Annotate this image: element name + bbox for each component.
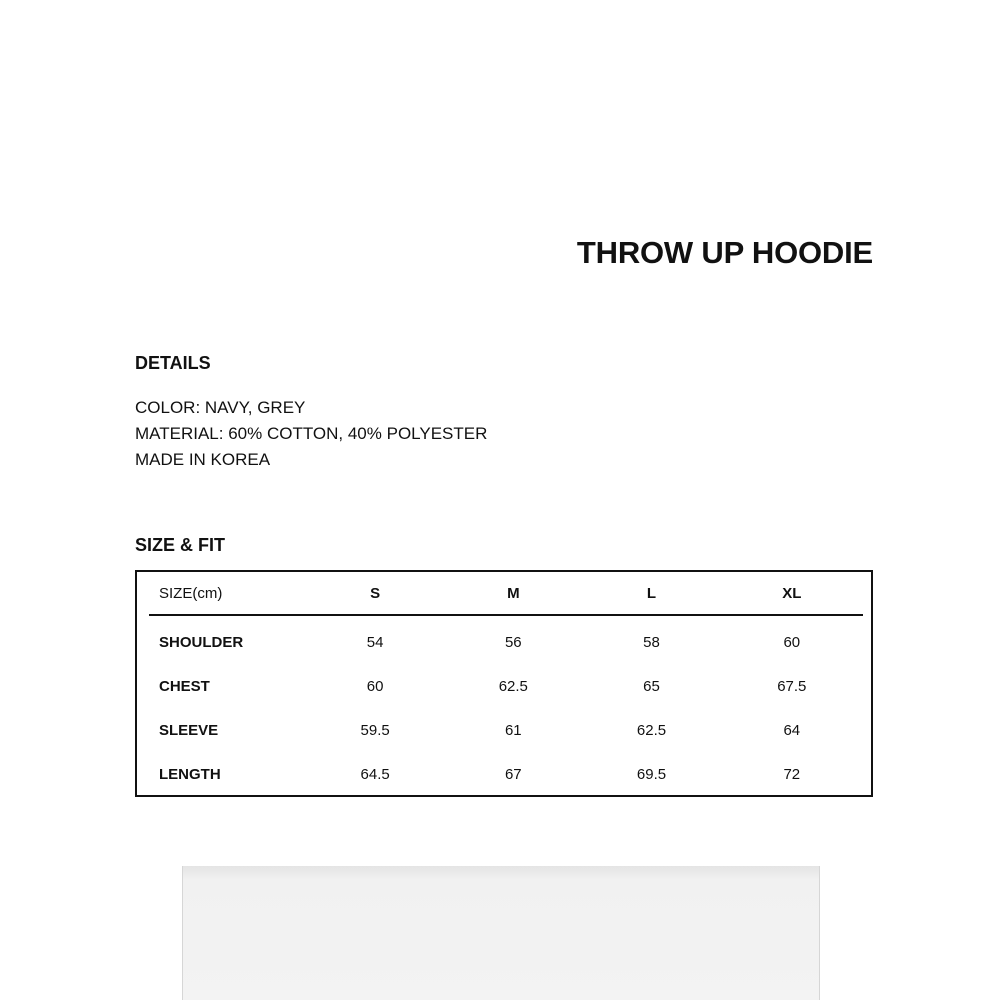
details-origin: MADE IN KOREA: [135, 450, 271, 469]
size-table-header-row: [149, 572, 863, 615]
row-label: SHOULDER: [159, 633, 244, 651]
table-row-sleeve: [149, 708, 863, 752]
table-cell: 56: [504, 633, 522, 651]
row-label: SLEEVE: [159, 721, 219, 739]
table-cell: 61: [504, 721, 522, 739]
table-cell: 54: [366, 633, 384, 651]
row-label: LENGTH: [159, 765, 221, 783]
details-list: [135, 395, 487, 473]
table-cell: 62.5: [636, 721, 667, 739]
table-cell: 58: [643, 633, 660, 651]
product-photo-top-edge: [182, 866, 820, 1000]
size-table-container: [135, 570, 873, 797]
size-unit-header: SIZE(cm): [149, 572, 306, 615]
table-cell: 67: [504, 765, 522, 783]
product-title: THROW UP HOODIE: [576, 235, 873, 270]
size-fit-heading: SIZE & FIT: [135, 535, 225, 555]
table-cell: 72: [783, 765, 801, 783]
table-cell: 67.5: [777, 677, 807, 695]
table-cell: 60: [366, 677, 384, 695]
table-row-chest: [149, 664, 863, 708]
table-cell: 64: [783, 721, 801, 739]
table-cell: 62.5: [498, 677, 528, 695]
table-row-length: [149, 752, 863, 796]
table-cell: 60: [783, 633, 801, 651]
table-cell: 65: [643, 677, 660, 695]
table-cell: 59.5: [360, 721, 390, 739]
size-m-header: M: [444, 572, 582, 615]
details-color: COLOR: NAVY, GREY: [135, 398, 306, 417]
table-row-shoulder: [149, 615, 863, 664]
size-table: [149, 572, 863, 796]
size-s-header: S: [306, 572, 444, 615]
table-cell: 64.5: [360, 765, 390, 783]
size-l-header: L: [582, 572, 720, 615]
size-xl-header: XL: [721, 572, 863, 615]
row-label: CHEST: [159, 677, 210, 695]
details-heading: DETAILS: [135, 353, 211, 373]
details-material: MATERIAL: 60% COTTON, 40% POLYESTER: [135, 424, 488, 443]
table-cell: 69.5: [636, 765, 667, 783]
